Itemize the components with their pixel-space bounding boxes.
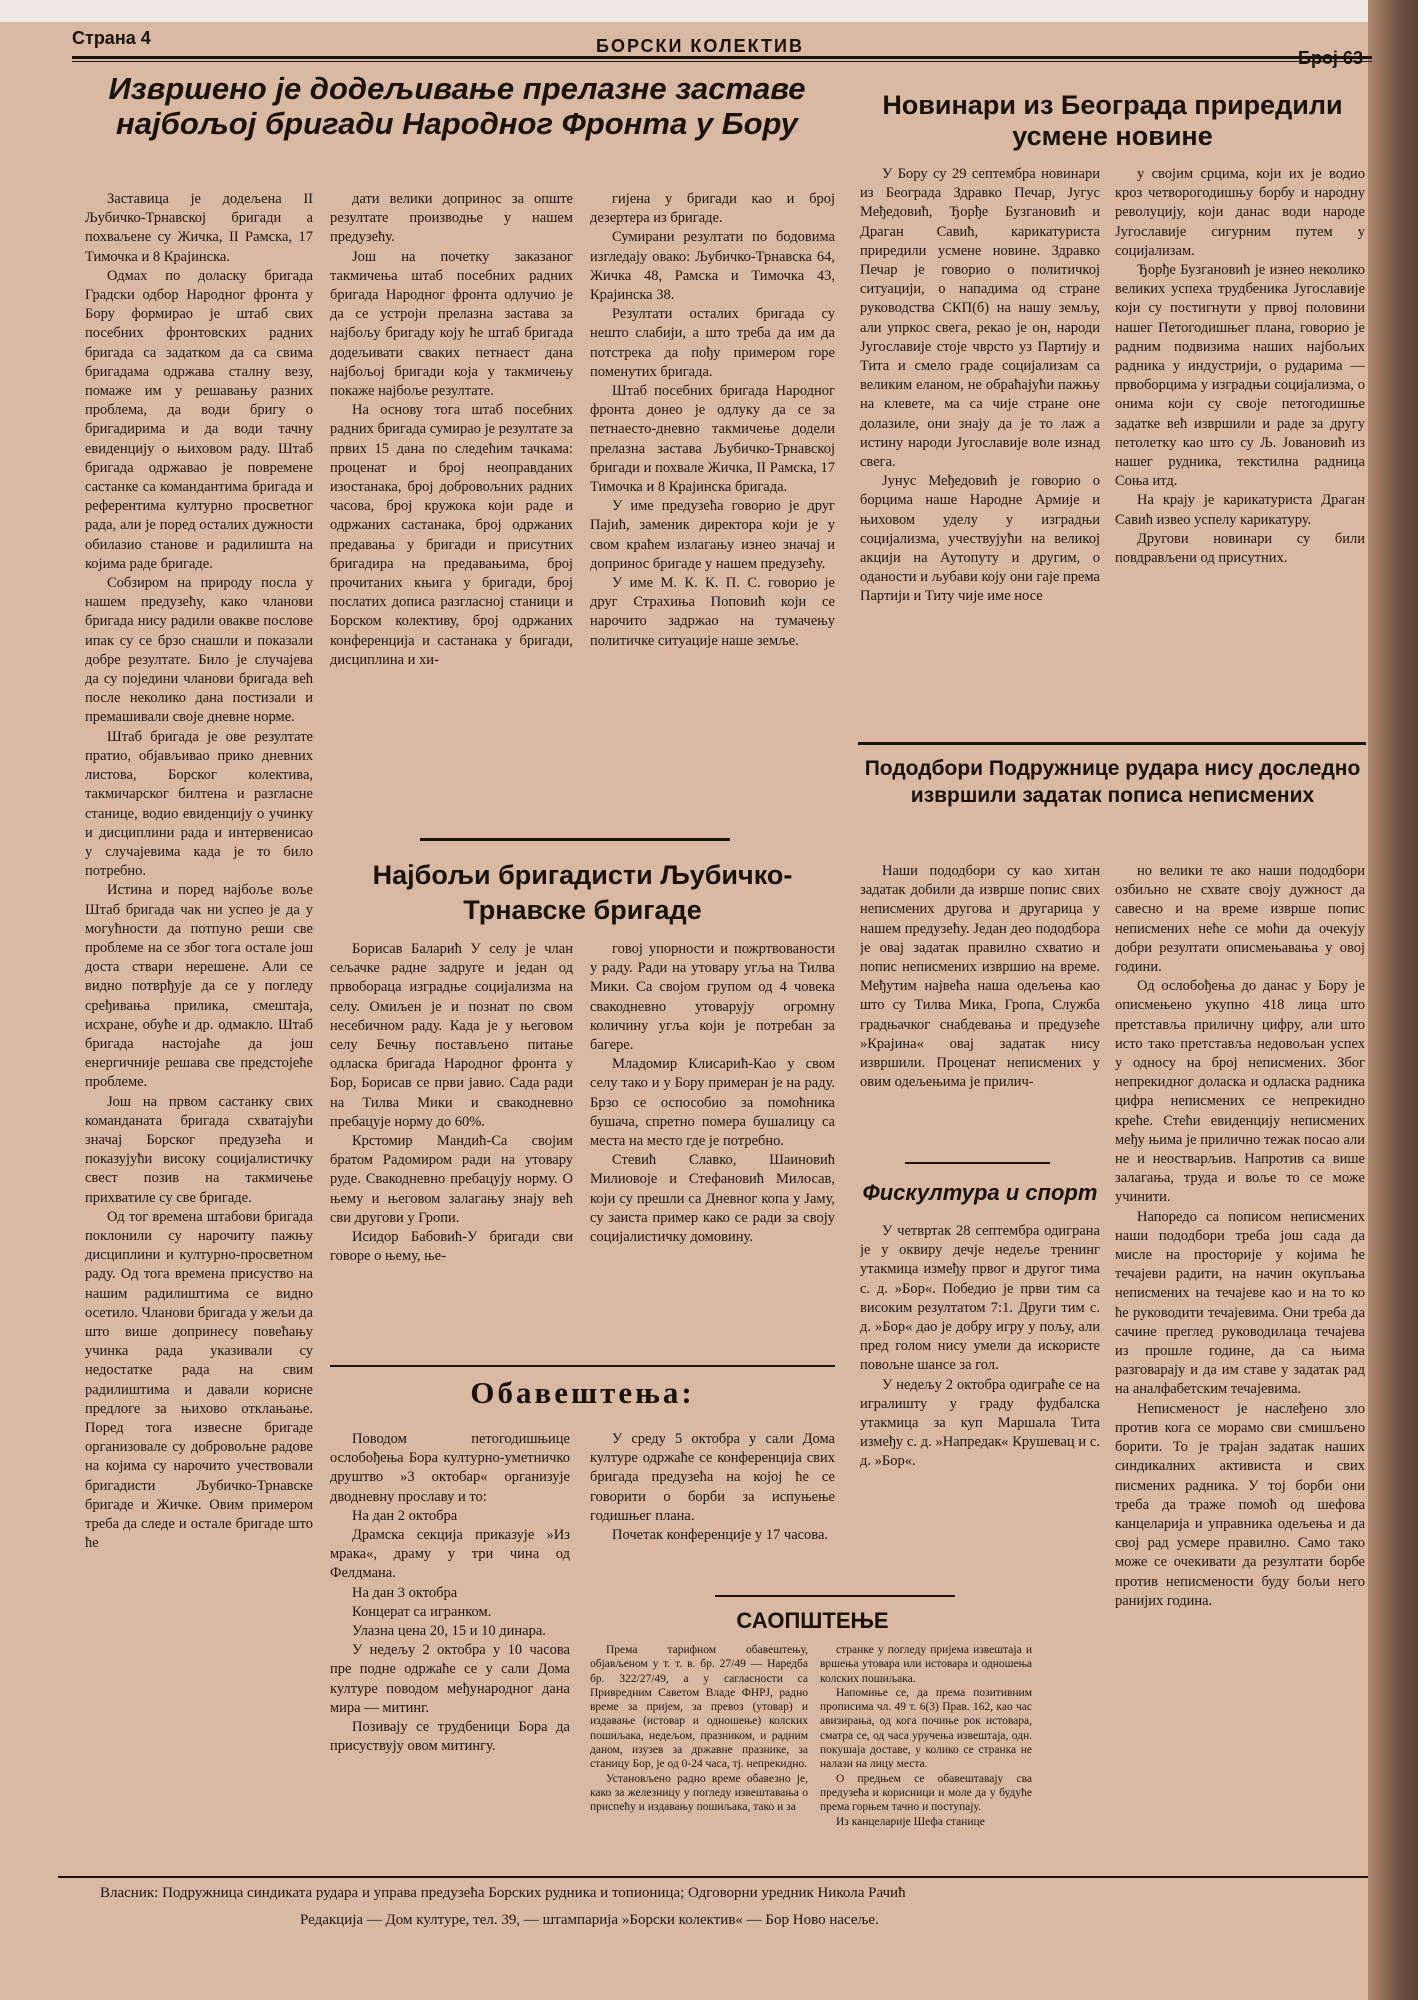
paragraph: говој упорности и пожртвованости у раду. Ради на утовару угља на Тилва Мики. Са својом групом од 4 човека свакодневно утоварују огромну количину угља који је потребан за багере. <box>590 941 835 1054</box>
paragraph: У име предузећа говорио је друг Пајић, заменик директора који је у свом краћем излагању изнео значај и допринос бригаде у нашем предузећу. <box>590 498 835 572</box>
best-brigadists-title: Најбољи бригадисти Љубичко-Трнавске бригаде <box>372 860 793 926</box>
sport-rule <box>905 1162 1050 1164</box>
paragraph: Сумирани резултати по бодовима изгледају овако: Љубичко-Трнавска 64, Жичка 48, Рамска и Тимочка 43, Крајинска 38. <box>590 229 835 304</box>
paragraph: Заставица је додељена II Љубичко-Трнавској бригади а похваљене су Жичка, II Рамска, 17 Тимочка и 8 Крајинска. <box>85 191 313 265</box>
page-number: Страна 4 <box>72 28 151 48</box>
masthead-rule-thin <box>72 61 1372 62</box>
paragraph: Улазна цена 20, 15 и 10 динара. <box>352 1623 546 1640</box>
paragraph: Истина и поред најбоље воље Штаб бригада чак ни успео је да у могућности да потпуно реши све проблеме на се због тога остале још доста ствари нерешене. Али се видно потврђује да се у погледу сређивања прилика, смештаја, исхране, обуће и др. одмакло. Штаб бригада настојаће да још енергичније решава све предстојеће проблеме. <box>85 882 313 1091</box>
paragraph: Другови новинари су били повдрављени од присутних. <box>1115 530 1365 567</box>
paragraph: Исидор Бабовић-У бригади сви говоре о њему, ње- <box>330 1229 573 1265</box>
paragraph: У четвртак 28 септембра одиграна је у оквиру дечје недеље тренинг утакмица између првог и другог тима с. д. »Бор«. Победио је први тим са високим резултатом 7:1. Други тим с. д. »Бор« дао је добру игру у пољу, али пред голом нису умели да искористе повољне шансе за гол. <box>860 1223 1100 1374</box>
paragraph: У среду 5 октобра у сали Дома културе одржаће се конференција свих бригада предузећа на којој ће се говорити о борби за испуњење годишњег плана. <box>590 1431 835 1524</box>
paragraph: Неписменост је наслеђено зло против кога се морамо сви смишљено борити. То је трајан задатак наших синдикалних активиста и свих писмених радника. У тој борби они треба да траже помоћ од шефова канцеларија и управника одељења и да свој рад усмере правилно. Само тако може се очекивати да резултати борбе против неписмености буду бољи него ранијих година. <box>1115 1400 1365 1609</box>
paragraph: Штаб бригада је ове резултате пратио, објављивао прико дневних листова, Борског колектива, такмичарског билтена и разгласне станице, водио евиденцију о учинку и дисциплини рада и интервенисао у случајевима када је то било потребно. <box>85 728 313 880</box>
best-brigadists-col2 <box>590 940 835 1350</box>
footer-rule <box>58 1876 1368 1878</box>
paragraph: На основу тога штаб посебних радних бригада сумирао је резултате за првих 15 дана по следећим тачкама: проценат и број неоправданих изостанака, број добровољних радних часова, број кружока који раде и одржаних састанака, број одржаних предавања у бригади и присутних бригадира на предавањима, број прочитаних књига у бригади, број послатих дописа разгласној станици и Борском колективу, број одржаних конференција и састанака у бригади, дисциплина и хи- <box>330 402 573 668</box>
paragraph: Младомир Клисарић-Као у свом селу тако и у Бору примеран је на раду. Брзо се оспособио за помоћника бушача, спретно помера бушалицу са места на место где је потребно. <box>590 1056 835 1150</box>
journalists-col1 <box>860 165 1100 732</box>
paragraph: Ђорђе Бузгановић је изнео неколико великих успеха трудбеника Југославије који су постигнути у првој половини нашег Петогодишњег плана, говорио је радним подвизима наших најбољих радника у индустрији, о рударима — првоборцима у изградњи социјализма, о онима који су своје петогодишње задатке већ извршили и раде за другу петолетку као што су Љ. Јовановић из нашег рудника, текстилна радница Соња итд. <box>1115 262 1365 490</box>
paragraph: У недељу 2 октобра одиграће се на игралишту у граду фудбалска утакмица за куп Маршала Тита између с. д. »Напредак« Крушевац и с. д. »Бор«. <box>860 1376 1100 1470</box>
masthead-rule <box>72 56 1372 59</box>
paragraph: У недељу 2 октобра у 10 часова пре подне одржаће се у сали Дома културе поводом међународног дана мира — митинг. <box>330 1642 570 1716</box>
paragraph: Стевић Славко, Шаиновић Милиовоје и Стефановић Милосав, који су прешли са Дневног копа у Јаму, су заиста пример како се ради за своју социјалистичку домовину. <box>590 1152 835 1246</box>
paragraph: Борисав Баларић У селу је члан сељачке радне задруге и један од првобораца изградње социјализма на селу. Омиљен је и познат по свом несебичном раду. Када је у његовом селу Бечњу постављено питање одласка бригада Народног фронта у Бор, Борисав се први јавио. Сада ради на Тилва Мики и свакодневно пребацује норму до 60%. <box>330 941 573 1130</box>
paragraph: Још на почетку заказаног такмичења штаб посебних радних бригада Народног фронта одлучио је да се устроји прелазна застава за најбољу бригаду коју ће штаб бригада додељивати сваких петнаест дана најбољој бригади која у такмичењу покаже најбоље резултате. <box>330 248 573 400</box>
flag-article-col1 <box>85 190 313 1870</box>
paragraph: Јунус Међедовић је говорио о борцима наше Народне Армије и њиховом уделу у изградњи социјализма, учествујући на великој акцији на Аутопуту и другим, о оданости и љубави коју они гаје према Партији и Титу чије име носе <box>860 473 1100 605</box>
paragraph: Напоредо са пописом неписмених наши пододбори треба још сада да мисле на просторије у којима ће течајеви радити, на начин окупљања неписмених на течајеве као и на то ко ће руководити течајевима. Они треба да сачине преглед руководилаца течајева из прошле године, да са њима разговарају и да им ставе у задатак рад на аналфабетским течајевима. <box>1115 1208 1365 1398</box>
paragraph: Почетак конференције у 17 часова. <box>612 1527 829 1544</box>
flag-article-col2 <box>330 190 573 858</box>
newspaper-name: БОРСКИ КОЛЕКТИВ <box>596 36 804 56</box>
paragraph: Резултати осталих бригада су нешто слабији, а што треба да им да потстрека да пођу примером горе поменутих бригада. <box>590 306 835 380</box>
paragraph: На дан 2 октобра <box>352 1507 458 1524</box>
paragraph: На дан 3 октобра <box>352 1584 458 1601</box>
paragraph: Напомиње се, да према позитивним прописима чл. 49 т. 6(3) Прав. 162, као час авизирања, од кога почиње рок истовара, сматра се, од часа уручења извештаја, одн. покушаја доставе, у колико се странка не налази на лицу места. <box>820 1686 1032 1771</box>
paragraph: Штаб посебних бригада Народног фронта донео је одлуку да се за петнаесто-дневно такмичење додели прелазна застава Љубичко-Трнавској бригади и похвале Жичка, II Рамска, 17 Тимочка и 8 Крајинска бригада. <box>590 383 835 496</box>
sport-text <box>860 1222 1100 1870</box>
section-divider <box>420 838 730 841</box>
paragraph: но велики те ако наши пододбори озбиљно не схвате своју дужност да савесно и на време изврше попис неписмених неће се моћи да очекују добри резултати описмењавања у овој години. <box>1115 863 1365 976</box>
paragraph: Концерат са игранком. <box>352 1603 492 1620</box>
paragraph: Још на првом састанку свих команданата бригада схватајући значај Борског предузећа и показујући високу социјалистичку свест позив на такмичење прихватиле су све бригаде. <box>85 1093 313 1206</box>
paragraph: У Бору су 29 септембра новинари из Београда Здравко Печар, Југус Међедовић, Ђорђе Бузгановић и Драган Савић, карикатуриста приредили усмене новине. Здравко Печар је говорио о политичкој ситуацији, о нападима од стране руководства СКП(б) на нашу земљу, али упркос свега, рекао је он, народи Југославије стоје чврсто уз Партију и Тита и смело граде социјализам са великим еланом, не обраћајући пажњу на клевете, ма са чије стране оне долазиле, они знају да је то лаж а истину народи Југославије воле изнад свега. <box>860 166 1100 471</box>
journalists-col2 <box>1115 165 1365 732</box>
top-strip <box>0 0 1418 24</box>
notices-col1 <box>330 1430 570 1870</box>
best-brigadists-col1 <box>330 940 573 1350</box>
illiteracy-col1 <box>860 862 1100 1144</box>
flag-article-col3 <box>590 190 835 826</box>
paragraph: Од тог времена штабови бригада поклонили су нарочиту пажњу дисциплини и културно-просветном раду. Од тога времена присуство на нашим радилиштима се видно осетило. Чланови бригада у жељи да што више допринесу повећању учинка рада указивали су недостатке рада на свим радилиштима и давали корисне предлоге за њихово отклањање. Поред тога извесне бригаде организовале су добровољне радове на којима су нарочито учествовали бригадисти Љубичко-Трнавске бригаде и Жичке. Овим примером треба да следе и остале бригаде што ће <box>85 1208 313 1552</box>
announcement-title: САОПШТЕЊЕ <box>736 1608 889 1633</box>
paragraph: Из канцеларије Шефа станице <box>836 1815 985 1828</box>
illiteracy-col2 <box>1115 862 1365 1870</box>
paragraph: у својим срцима, који их је водио кроз четворогодишњу борбу и народну револуцију, који данас води народе Југославије сигурним путем у социјализам. <box>1115 166 1365 259</box>
footer-line1: Власник: Подружница синдиката рудара и управа предузећа Борских рудника и топионица; Одговорни уредник Никола Рачић <box>100 1885 906 1901</box>
paragraph: Собзиром на природу посла у нашем предузећу, како чланови бригада нису радили овакве послове ипак су се брзо снашли и показали добре резултате. Било је случајева да су поједини чланови бригада већ после неколико дана постизали и премашивали своје дневне норме. <box>85 575 313 726</box>
paragraph: дати велики допринос за опште резултате производње у нашем предузећу. <box>330 191 573 246</box>
paragraph: Према тарифном обавештењу, објављеном у т. т. в. бр. 27/49 — Наредба бр. 322/27/49, а у сагласности са Привредним Саветом Владе ФНРЈ, радно време за пријем, за превоз (утовар) и издавање (истовар и одношење) колских пошиљака, недељом, празником, и радним даном, изузев за државне празнике, за станицу Бор, је од 0-24 часа, тј. непрекидно. <box>590 1644 808 1771</box>
paragraph: Поводом петогодишњице ослобођења Бора културно-уметничко друштво »3 октобар« организује дводневну прославу и то: <box>330 1431 570 1505</box>
paragraph: странке у погледу пријема извештаја и вршења утовара или истовара и одношења колских пошиљака. <box>820 1644 1032 1685</box>
paragraph: Установљено радно време обавезно је, како за железницу у погледу извештавања о приспећу и издавању пошиљака, тако и за <box>590 1772 808 1814</box>
notices-rule <box>330 1365 835 1367</box>
paragraph: Наши пододбори су као хитан задатак добили да изврше попис свих неписмених другова и другарица у нашем предузећу. Један део пододбора је овај задатак правилно схватио и попис неписмених извршио на време. Међутим највећа наша одељења као што су Тилва Мика, Гропа, Служба градњачког снабдевања и предузеће »Крајина« овај задатак нису извршили. Проценат неписмених у овим одељењима је прилич- <box>860 863 1100 1091</box>
announcement-col1 <box>590 1643 808 1871</box>
paragraph: Крстомир Мандић-Са својим братом Радомиром ради на утовару руде. Свакодневно пребацују норму. О њему и његовом залагању знају већ сви другови у Гропи. <box>330 1133 573 1226</box>
paragraph: На крају је карикатуриста Драган Савић извео успелу карикатуру. <box>1115 492 1365 528</box>
paragraph: У име М. К. К. П. С. говорио је друг Страхиња Поповић који се нарочито задржао на тумачењу политичке ситуације наше земље. <box>590 575 835 649</box>
paragraph: Од ослобођења до данас у Бору је описмењено укупно 418 лица што претставља приличну цифру, али што исто тако претставља недовољан успех у односу на број неписмених. Због непрекидног доласка и одласка радника цифра неписмених се непрекидно креће. Стећи евиденцију неписмених међу њима је прилично тежак посао али не и неостварљив. Напротив са више залагања, труда и воље то се може учинити. <box>1115 978 1365 1206</box>
paragraph: О предњем се обавештавају сва предузећа и корисници и моле да у будуће према горњем тачно и поступају. <box>820 1772 1032 1814</box>
journalists-rule <box>858 742 1366 745</box>
paragraph: Одмах по доласку бригада Градски одбор Народног фронта у Бору формирао је штаб свих посебних фронтовских радних бригада са задатком да са свима бригадама одржава сталну везу, помаже им у решавању разних проблема, да води бригу о бригадирима и да води тачну евиденцију о њиховом раду. Штаб бригада одржавао је повремене састанке са командантима бригада и референтима културно просветног рада, али је поред осталих дужности обилазио станове и радилишта на којима раде бригаде. <box>85 267 313 572</box>
sport-title: Фискултура и спорт <box>862 1180 1098 1205</box>
footer-line2: Редакција — Дом културе, тел. 39, — штампарија »Борски колектив« — Бор Ново насеље. <box>300 1912 879 1928</box>
paragraph: Позивају се трудбеници Бора да присуствују овом митингу. <box>330 1719 570 1755</box>
illiteracy-title: Пододбори Подружнице рудара нису доследно извршили задатак пописа неписмених <box>864 757 1361 808</box>
page-edge-shadow <box>1368 0 1418 2000</box>
paragraph: Драмска секција приказује »Из мрака«, драму у три чина од Фелдмана. <box>330 1527 570 1582</box>
flag-article-title: Извршено је додељивање прелазне заставе најбољој бригади Народног Фронта у Бору <box>108 71 806 141</box>
journalists-title: Новинари из Београда приредили усмене новине <box>882 90 1343 152</box>
notices-col2 <box>590 1430 835 1600</box>
notices-title: Обавештења: <box>470 1375 695 1410</box>
paragraph: гијена у бригади као и број дезертера из бригаде. <box>590 191 835 227</box>
